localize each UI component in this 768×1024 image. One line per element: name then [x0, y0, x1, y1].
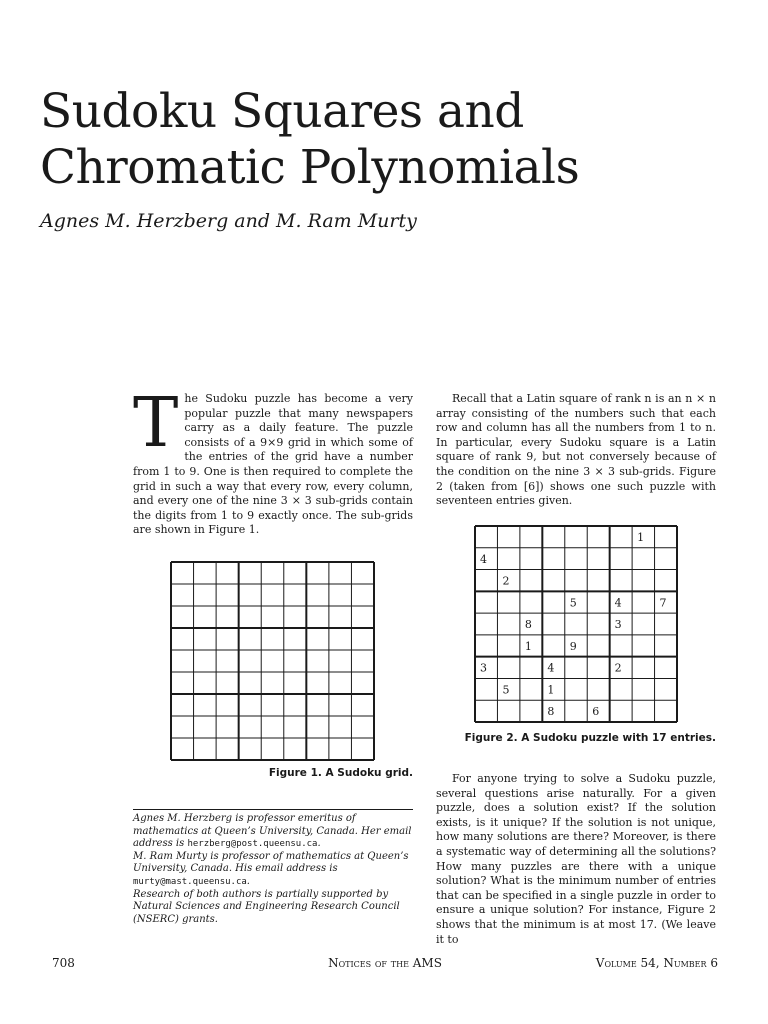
puzzle-cell-r7-c1: 5	[502, 683, 510, 697]
footnote-herzberg	[133, 813, 413, 851]
puzzle-cell-r7-c3: 1	[547, 683, 555, 697]
footnote-murty-text: M. Ram Murty is professor of mathematics at Queen’s University, Canada. His email address is	[133, 850, 409, 875]
intro-paragraph	[133, 384, 413, 538]
figure-2-sudoku-puzzle	[474, 525, 678, 723]
murty-email: murty@mast.queensu.ca	[133, 876, 247, 887]
page-footer	[52, 956, 718, 972]
puzzle-cell-r6-c3: 4	[547, 661, 555, 675]
puzzle-cell-r6-c0: 3	[480, 661, 487, 675]
puzzle-cell-r3-c8: 7	[659, 596, 667, 610]
herzberg-email: herzberg@post.queensu.ca	[187, 839, 318, 850]
puzzle-cell-r3-c4: 5	[569, 596, 577, 610]
volume-issue: Volume 54, Number 6	[595, 956, 718, 970]
footnote-murty	[133, 851, 413, 889]
puzzle-cell-r2-c1: 2	[502, 574, 510, 588]
puzzle-cell-r5-c4: 9	[569, 639, 577, 653]
left-column	[133, 384, 413, 538]
questions-paragraph: For anyone trying to solve a Sudoku puzzle, several questions arise naturally. For a given puzzle, does a solution exist? If the solution exists, is it unique? If the solution is not unique, how many solutions are there? Moreover, is there a systematic way of determining all the solutions? How many puzzles are there with a unique solution? What is the minimum number of entries that can be specified in a single puzzle in order to ensure a unique solution? For instance, Figure 2 shows that the minimum is at most 17. (We leave it to	[436, 772, 716, 946]
footnote-murty-end: .	[246, 875, 250, 887]
puzzle-grid-svg	[474, 525, 678, 723]
puzzle-cell-r4-c6: 3	[614, 618, 622, 632]
puzzle-cell-r4-c2: 8	[524, 618, 532, 632]
author-footnotes	[133, 809, 413, 926]
latin-square-paragraph: Recall that a Latin square of rank n is an n × n array consisting of the numbers such that each row and column has all the numbers from 1 to n. In particular, every Sudoku square is a Latin square of rank 9, but not conversely because of the condition on the nine 3 × 3 sub-grids. Figure 2 (taken from [6]) shows one such puzzle with seventeen entries given.	[436, 392, 716, 508]
right-column-continued	[436, 772, 716, 947]
article-title	[40, 84, 740, 196]
puzzle-cell-r1-c0: 4	[480, 552, 487, 566]
title-line-2: Chromatic Polynomials	[40, 140, 580, 195]
figure-1-caption: Figure 1. A Sudoku grid.	[268, 767, 413, 779]
figure-2-caption: Figure 2. A Sudoku puzzle with 17 entries.	[464, 732, 716, 744]
intro-paragraph-text: he Sudoku puzzle has become a very popular puzzle that many newspapers carry as a daily feature. The puzzle consists of a 9×9 grid in which some of the entries of the grid have a number from 1 to 9. One is then required to complete the grid in such a way that every row, every column, and every one of the nine 3 × 3 sub-grids contain the digits from 1 to 9 exactly once. The sub-grids are shown in Figure 1.	[133, 392, 413, 537]
puzzle-cell-r0-c7: 1	[637, 531, 645, 544]
title-line-1: Sudoku Squares and	[40, 84, 524, 139]
right-column	[436, 392, 716, 509]
page-number: 708	[52, 956, 75, 970]
figure-1-sudoku-grid	[170, 561, 375, 761]
puzzle-cell-r6-c6: 2	[614, 661, 622, 675]
puzzle-cell-r8-c5: 6	[592, 705, 600, 719]
puzzle-cell-r8-c3: 8	[547, 705, 555, 719]
drop-cap: T	[133, 384, 179, 463]
journal-name: Notices of the AMS	[328, 956, 442, 970]
puzzle-cell-r5-c2: 1	[524, 639, 532, 653]
footnote-herzberg-end: .	[317, 838, 321, 850]
footnote-funding: Research of both authors is partially supported by Natural Sciences and Engineering Research Council (NSERC) grants.	[133, 888, 400, 925]
empty-grid-svg	[170, 561, 375, 761]
footnote-herzberg-text: Agnes M. Herzberg is professor emeritus of mathematics at Queen’s University, Canada. Her email address is	[133, 813, 412, 850]
puzzle-cell-r3-c6: 4	[614, 596, 622, 610]
author-line: Agnes M. Herzberg and M. Ram Murty	[40, 210, 417, 232]
